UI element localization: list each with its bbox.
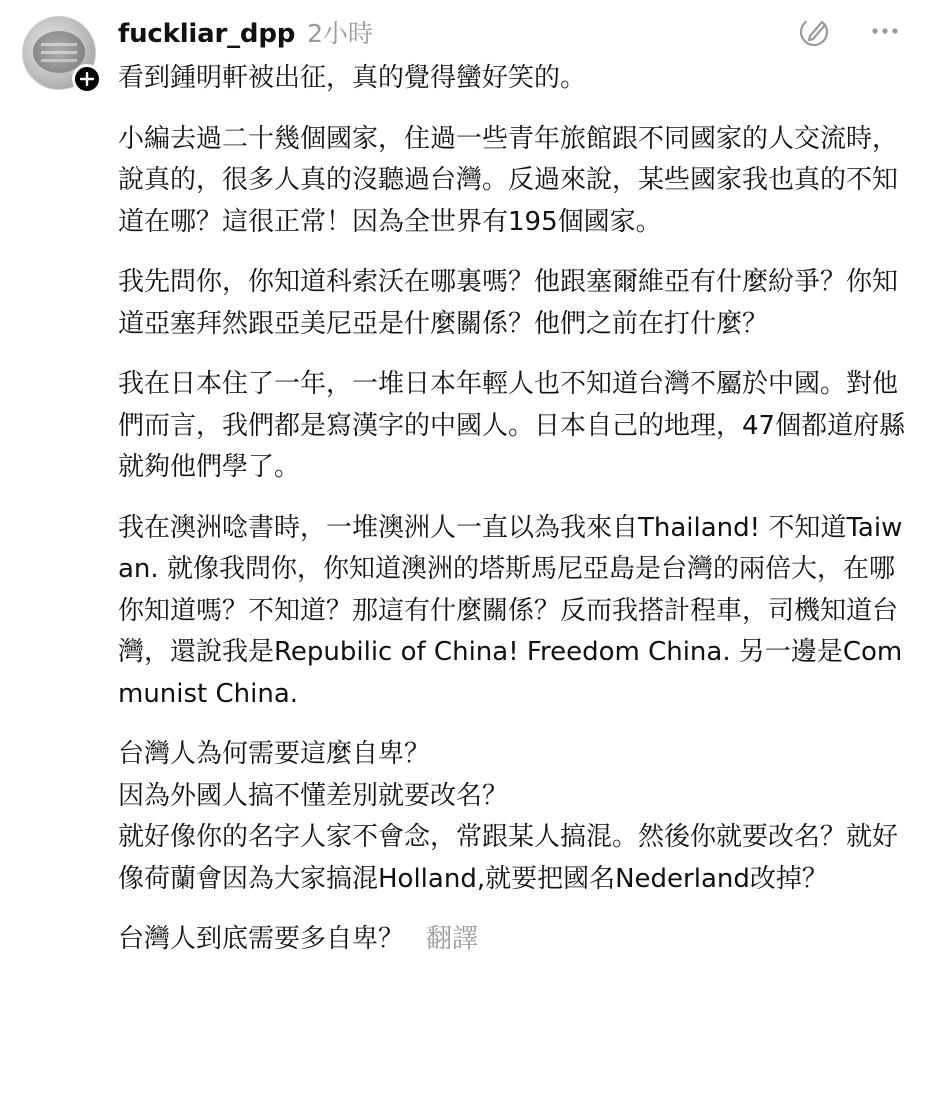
not-interested-button[interactable] xyxy=(798,14,832,48)
follow-button[interactable] xyxy=(72,64,102,94)
post-paragraph: 小編去過二十幾個國家，住過一些青年旅館跟不同國家的人交流時，說真的，很多人真的沒聽過台灣。反過來說，某些國家我也真的不知道在哪？這很正常！因為全世界有195個國家。 xyxy=(118,123,899,237)
post-header xyxy=(118,14,373,50)
post-paragraph: 看到鍾明軒被出征，真的覺得蠻好笑的。 xyxy=(118,63,587,93)
more-options-button[interactable] xyxy=(868,14,902,48)
translate-link[interactable]: 翻譯 xyxy=(426,924,479,954)
plus-icon xyxy=(80,72,94,86)
post-paragraph: 我在日本住了一年，一堆日本年輕人也不知道台灣不屬於中國。對他們而言，我們都是寫漢字的中國人。日本自己的地理，47個都道府縣就夠他們學了。 xyxy=(118,369,906,482)
post-paragraph: 台灣人為何需要這麼自卑？ 因為外國人搞不懂差別就要改名？ 就好像你的名字人家不會念，常跟某人搞混。然後你就要改名？就好像荷蘭會因為大家搞混Holland,就要把國名Nederland改掉？ xyxy=(118,739,899,894)
post-final-line xyxy=(118,919,908,961)
post-paragraph: 我先問你，你知道科索沃在哪裏嗎？他跟塞爾維亞有什麼紛爭？你知道亞塞拜然跟亞美尼亞是什麼關係？他們之前在打什麼？ xyxy=(118,267,899,339)
post-actions xyxy=(798,14,902,48)
post-paragraph: 台灣人到底需要多自卑？ xyxy=(118,924,405,954)
avatar-container[interactable] xyxy=(22,16,98,92)
post-body xyxy=(118,58,908,961)
username-link[interactable]: fuckliar_dpp xyxy=(118,19,296,49)
more-options-icon xyxy=(868,14,902,48)
not-interested-icon xyxy=(798,14,832,48)
post-timestamp: 2小時 xyxy=(307,19,374,48)
post-paragraph: 我在澳洲唸書時，一堆澳洲人一直以為我來自Thailand! 不知道Taiwan. 就像我問你，你知道澳洲的塔斯馬尼亞島是台灣的兩倍大，在哪你知道嗎？不知道？那這有什麼關係？反而我搭計程車，司機知道台灣，還說我是Repubilic of China! Freedom China. 另一邊是Communist China. xyxy=(118,512,903,709)
